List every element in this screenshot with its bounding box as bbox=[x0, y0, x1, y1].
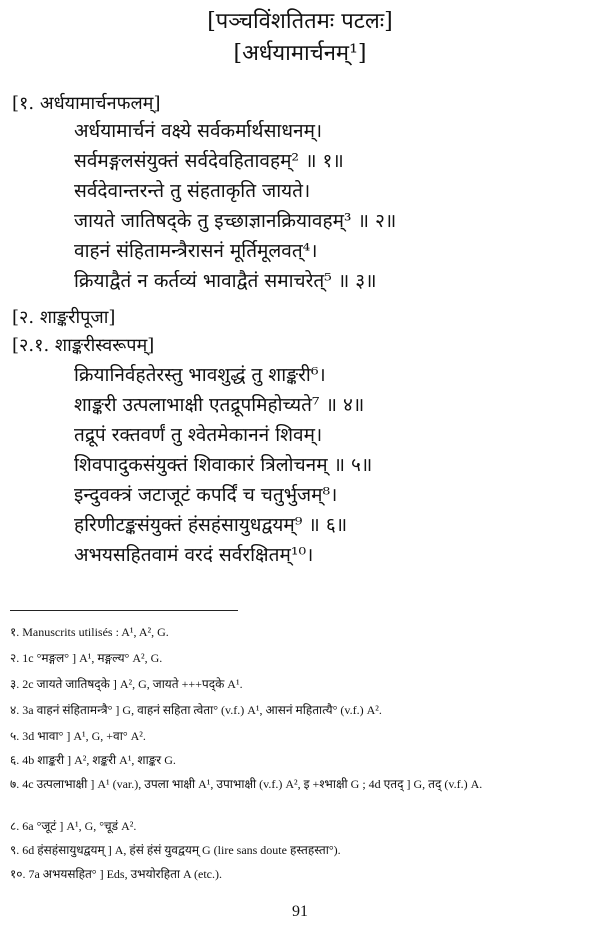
footnote: १. Manuscrits utilisés : A¹, A², G. bbox=[10, 625, 169, 639]
verse-line: जायते जातिषद्के तु इच्छाज्ञानक्रियावहम्³ ॥ २॥ bbox=[74, 210, 397, 232]
footnote: ८. 6a °जूटं ] A¹, G, °चूडं A². bbox=[10, 819, 137, 833]
verse-line: क्रियानिर्वहतेरस्तु भावशुद्धं तु शाङ्करी⁶। bbox=[74, 364, 326, 386]
footnote-divider bbox=[10, 610, 238, 611]
verse-line: शाङ्करी उत्पलाभाक्षी एतद्रूपमिहोच्यते⁷ ॥ ४॥ bbox=[74, 394, 365, 416]
verse-line: अर्धयामार्चनं वक्ष्ये सर्वकर्मार्थसाधनम्। bbox=[74, 120, 323, 142]
verse-line: वाहनं संहितामन्त्रैरासनं मूर्तिमूलवत्⁴। bbox=[74, 240, 318, 262]
footnote: ९. 6d हंसहंसायुधद्वयम् ] A, हंसं हंसं युवद्वयम् G (lire sans doute हस्तहस्ता°). bbox=[10, 843, 341, 857]
verse-line: क्रियाद्वैतं न कर्तव्यं भावाद्वैतं समाचरेत्⁵ ॥ ३॥ bbox=[74, 270, 377, 292]
footnote: १०. 7a अभयसहित° ] Eds, उभयोरहिता A (etc.). bbox=[10, 867, 222, 881]
chapter-title: [पञ्चविंशतितमः पटलः] bbox=[207, 9, 393, 34]
footnote: ५. 3d भावा° ] A¹, G, +वा° A². bbox=[10, 729, 146, 743]
footnote: ७. 4c उत्पलाभाक्षी ] A¹ (var.), उपला भाक्षी A¹, उपाभाक्षी (v.f.) A², इ +श्भाक्षी G ; 4d एतद् ] G, तद् (v.f.) A. bbox=[10, 777, 483, 791]
section-heading-1: [१. अर्धयामार्चनफलम्] bbox=[12, 93, 161, 114]
footnote: ६. 4b शाङ्करी ] A², शङ्करी A¹, शाङ्कर G. bbox=[10, 753, 176, 767]
verse-line: अभयसहितवामं वरदं सर्वरक्षितम्¹⁰। bbox=[74, 544, 314, 566]
section-heading-2: [२. शाङ्करीपूजा] bbox=[12, 307, 116, 328]
verse-line: शिवपादुकसंयुक्तं शिवाकारं त्रिलोचनम् ॥ ५॥ bbox=[74, 454, 373, 476]
verse-line: तद्रूपं रक्तवर्णं तु श्वेतमेकाननं शिवम्। bbox=[74, 424, 323, 446]
footnote: २. 1c °मङ्गल° ] A¹, मङ्गल्य° A², G. bbox=[10, 651, 163, 665]
verse-line: सर्वदेवान्तरन्ते तु संहताकृति जायते। bbox=[74, 180, 311, 202]
page-number: 91 bbox=[292, 903, 308, 920]
verse-line: हरिणीटङ्कसंयुक्तं हंसहंसायुधद्वयम्⁹ ॥ ६॥ bbox=[74, 514, 348, 536]
verse-line: सर्वमङ्गलसंयुक्तं सर्वदेवहितावहम्² ॥ १॥ bbox=[74, 150, 344, 172]
section-heading-2-1: [२.१. शाङ्करीस्वरूपम्] bbox=[12, 335, 155, 356]
subject-title: [अर्धयामार्चनम्¹] bbox=[233, 41, 367, 66]
verse-line: इन्दुवक्त्रं जटाजूटं कपर्दिं च चतुर्भुजम्⁸। bbox=[74, 484, 338, 506]
footnote: ३. 2c जायते जातिषद्के ] A², G, जायते +++पद्के A¹. bbox=[10, 677, 243, 691]
footnote: ४. 3a वाहनं संहितामन्त्रै° ] G, वाहनं सहिता त्वेता° (v.f.) A¹, आसनं महितात्यै° (v.f.) A². bbox=[10, 703, 382, 717]
